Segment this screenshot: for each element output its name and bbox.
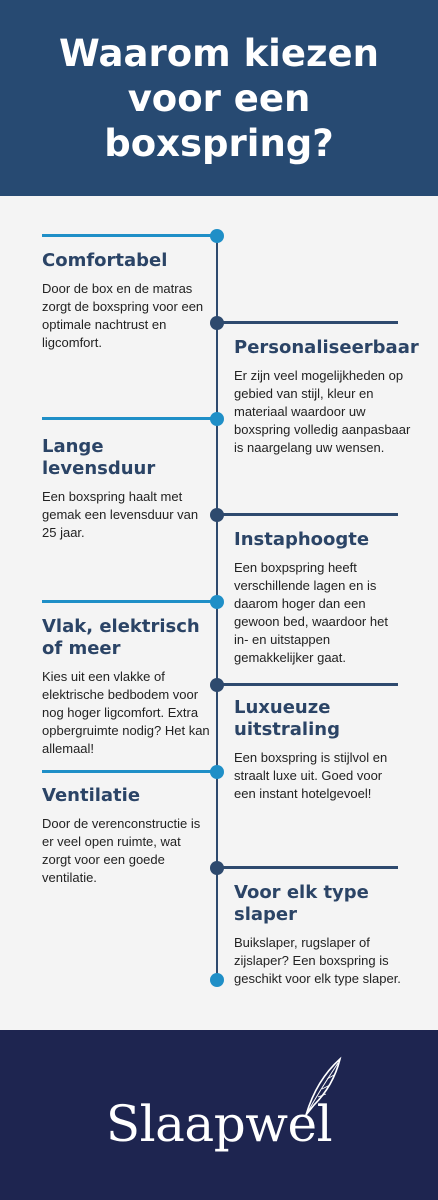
dot-personaliseerbaar xyxy=(210,316,224,330)
feather-icon xyxy=(302,1055,344,1117)
item-vlak-elektrisch xyxy=(42,616,212,758)
item-title: Vlak, elektrisch of meer xyxy=(42,616,200,659)
footer xyxy=(0,1030,438,1200)
connector-vlak-elektrisch xyxy=(42,600,218,603)
item-text: Buikslaper, rugslaper of zijslaper? Een boxspring is geschikt voor elk type slaper. xyxy=(234,935,401,986)
connector-elk-type-slaper xyxy=(216,866,398,869)
dot-elk-type-slaper xyxy=(210,861,224,875)
item-ventilatie xyxy=(42,785,212,887)
brand-logo xyxy=(106,1095,332,1153)
item-luxueuze-uitstraling xyxy=(234,697,404,803)
item-title: Instaphoogte xyxy=(234,529,370,550)
item-text: Een boxspring is stijlvol en straalt luxe uit. Goed voor een instant hotelgevoel! xyxy=(234,750,388,801)
item-text: Er zijn veel mogelijkheden op gebied van stijl, kleur en materiaal waardoor uw boxspring volledig aanpasbaar is naargelang uw wensen. xyxy=(234,368,411,455)
dot-vlak-elektrisch xyxy=(210,595,224,609)
dot-comfortabel xyxy=(210,229,224,243)
item-voor-elk-type-slaper xyxy=(234,882,404,988)
connector-instaphoogte xyxy=(216,513,398,516)
connector-comfortabel xyxy=(42,234,218,237)
header-banner xyxy=(0,0,438,196)
item-personaliseerbaar xyxy=(234,337,419,457)
item-title: Personaliseerbaar xyxy=(234,337,419,358)
item-title: Voor elk type slaper xyxy=(234,882,369,925)
dot-timeline-end xyxy=(210,973,224,987)
dot-luxueuze-uitstraling xyxy=(210,678,224,692)
dot-lange-levensduur xyxy=(210,412,224,426)
item-title: Luxueuze uitstraling xyxy=(234,697,340,740)
connector-personaliseerbaar xyxy=(216,321,398,324)
connector-luxueuze-uitstraling xyxy=(216,683,398,686)
item-comfortabel xyxy=(42,250,212,352)
connector-ventilatie xyxy=(42,770,218,773)
item-text: Door de verenconstructie is er veel open ruimte, wat zorgt voor een goede ventilatie. xyxy=(42,816,201,885)
dot-ventilatie xyxy=(210,765,224,779)
timeline xyxy=(0,196,438,1030)
item-text: Door de box en de matras zorgt de boxspring voor een optimale nachtrust en ligcomfort. xyxy=(42,281,204,350)
item-lange-levensduur xyxy=(42,436,212,542)
item-text: Een boxspring haalt met gemak een levensduur van 25 jaar. xyxy=(42,489,199,540)
dot-instaphoogte xyxy=(210,508,224,522)
item-text: Kies uit een vlakke of elektrische bedbodem voor nog hoger ligcomfort. Extra opbergruimte nodig? Het kan allemaal! xyxy=(42,669,210,756)
item-instaphoogte xyxy=(234,529,404,667)
item-text: Een boxpspring heeft verschillende lagen en is daarom hoger dan een gewoon bed, waardoor het in- en uitstappen gemakkelijker gaat. xyxy=(234,560,388,665)
item-title: Comfortabel xyxy=(42,250,168,271)
logo-text: Slaapwel xyxy=(105,1095,333,1153)
page-title: Waarom kiezen voor een boxspring? xyxy=(59,31,379,165)
item-title: Ventilatie xyxy=(42,785,141,806)
item-title: Lange levensduur xyxy=(42,436,156,479)
connector-lange-levensduur xyxy=(42,417,218,420)
